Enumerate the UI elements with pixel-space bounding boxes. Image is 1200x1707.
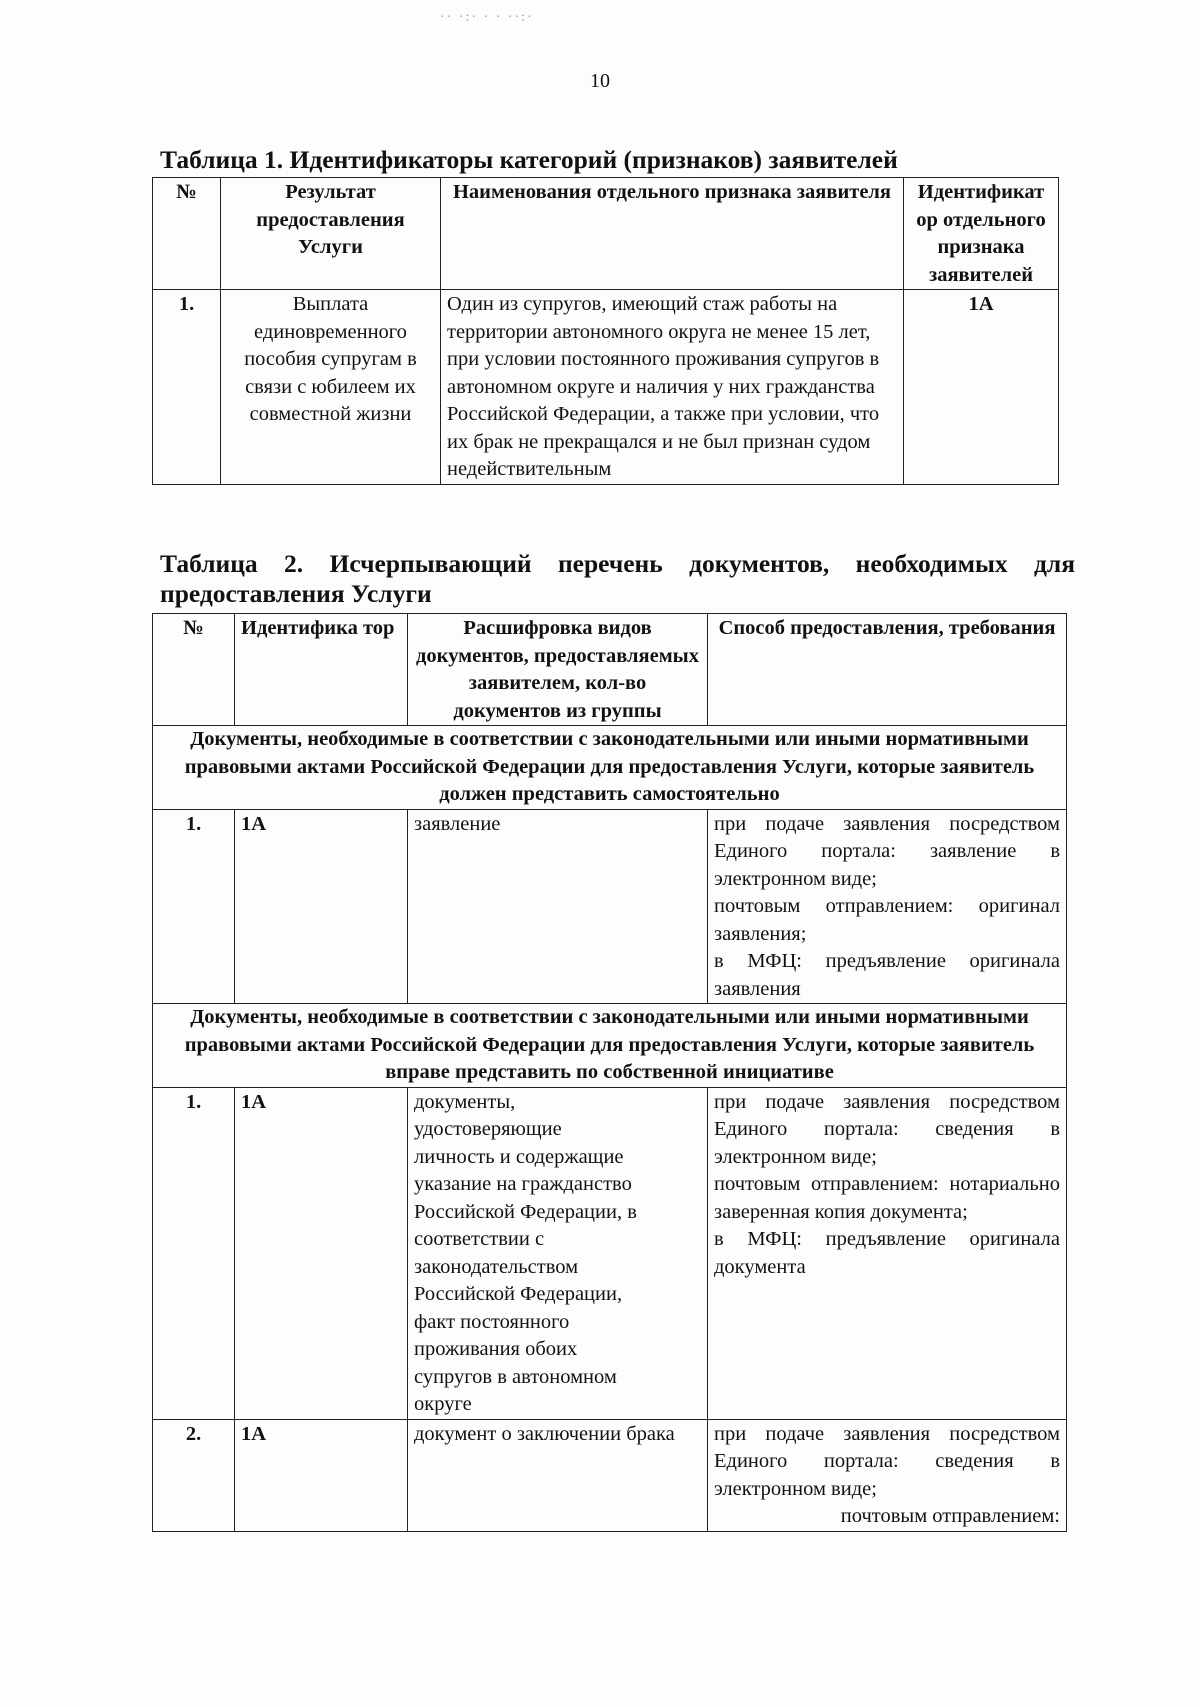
section-heading-row: [153, 1004, 1067, 1088]
header-method: Способ предоставления, требования: [708, 614, 1067, 726]
row-method: [708, 1419, 1067, 1531]
table-row: [153, 1087, 1067, 1419]
row-feature: Один из супругов, имеющий стаж работы на территории автономного округа не менее 15 лет, при условии постоянного проживания супругов в автономном округе и наличия у них гражданства Российской Федерации, а также при условии, что их брак не прекращался и не был признан судом недействительным: [441, 290, 904, 485]
row-result: Выплата единовременного пособия супругам в связи с юбилеем их совместной жизни: [221, 290, 441, 485]
section-heading-optional: Документы, необходимые в соответствии с законодательными или иными нормативными правовыми актами Российской Федерации для предоставления Услуги, которые заявитель вправе представить по собственной инициативе: [153, 1004, 1067, 1088]
row-document: документы, удостоверяющие личность и содержащие указание на гражданство Российской Федерации, в соответствии с законодательством Российской Федерации, факт постоянного проживания обоих супругов в автономном округе: [408, 1087, 708, 1419]
identifiers-table: [152, 177, 1059, 485]
method-portal: при подаче заявления посредством Единого портала: сведения в электронном виде;: [714, 1090, 1060, 1168]
header-result: Результат предоставления Услуги: [221, 178, 441, 290]
method-mail: почтовым отправлением: оригинал заявления;: [714, 895, 1060, 945]
table2-title: Таблица 2. Исчерпывающий перечень документов, необходимых для предоставления Услуги: [160, 549, 1075, 608]
method-mail: почтовым отправлением: нотариально заверенная копия документа;: [714, 1173, 1060, 1223]
row-number: 1.: [153, 809, 235, 1004]
method-portal: при подаче заявления посредством Единого портала: сведения в электронном виде;: [714, 1422, 1060, 1500]
method-mfc: в МФЦ: предъявление оригинала документа: [714, 1228, 1060, 1278]
header-feature: Наименования отдельного признака заявителя: [441, 178, 904, 290]
row-method: [708, 809, 1067, 1004]
table1-title: Таблица 1. Идентификаторы категорий (признаков) заявителей: [160, 145, 898, 174]
row-number: 1.: [153, 290, 221, 485]
method-mfc: в МФЦ: предъявление оригинала заявления: [714, 950, 1060, 1000]
table-header-row: [153, 178, 1059, 290]
method-portal: при подаче заявления посредством Единого портала: заявление в электронном виде;: [714, 812, 1060, 890]
row-document: заявление: [408, 809, 708, 1004]
scan-noise: ·· ·:· · · ··:·: [440, 10, 534, 25]
row-method: [708, 1087, 1067, 1419]
row-identifier: 1А: [235, 1419, 408, 1531]
table-header-row: [153, 614, 1067, 726]
table-row: [153, 290, 1059, 485]
section-heading-mandatory: Документы, необходимые в соответствии с законодательными или иными нормативными правовыми актами Российской Федерации для предоставления Услуги, которые заявитель должен представить самостоятельно: [153, 726, 1067, 810]
row-identifier: 1А: [235, 809, 408, 1004]
row-number: 1.: [153, 1087, 235, 1419]
row-document: документ о заключении брака: [408, 1419, 708, 1531]
row-identifier: 1А: [235, 1087, 408, 1419]
header-number: №: [153, 178, 221, 290]
section-heading-row: [153, 726, 1067, 810]
documents-table: [152, 613, 1067, 1532]
table-row: [153, 809, 1067, 1004]
row-number: 2.: [153, 1419, 235, 1531]
header-identifier: Идентификат ор отдельного признака заявителей: [904, 178, 1059, 290]
header-identifier: Идентифика тор: [235, 614, 408, 726]
header-document-types: Расшифровка видов документов, предоставляемых заявителем, кол-во документов из группы: [408, 614, 708, 726]
row-identifier: 1А: [904, 290, 1059, 485]
header-number: №: [153, 614, 235, 726]
page-number: 10: [590, 70, 610, 92]
method-mail: почтовым отправлением:: [840, 1505, 1060, 1527]
table-row: [153, 1419, 1067, 1531]
